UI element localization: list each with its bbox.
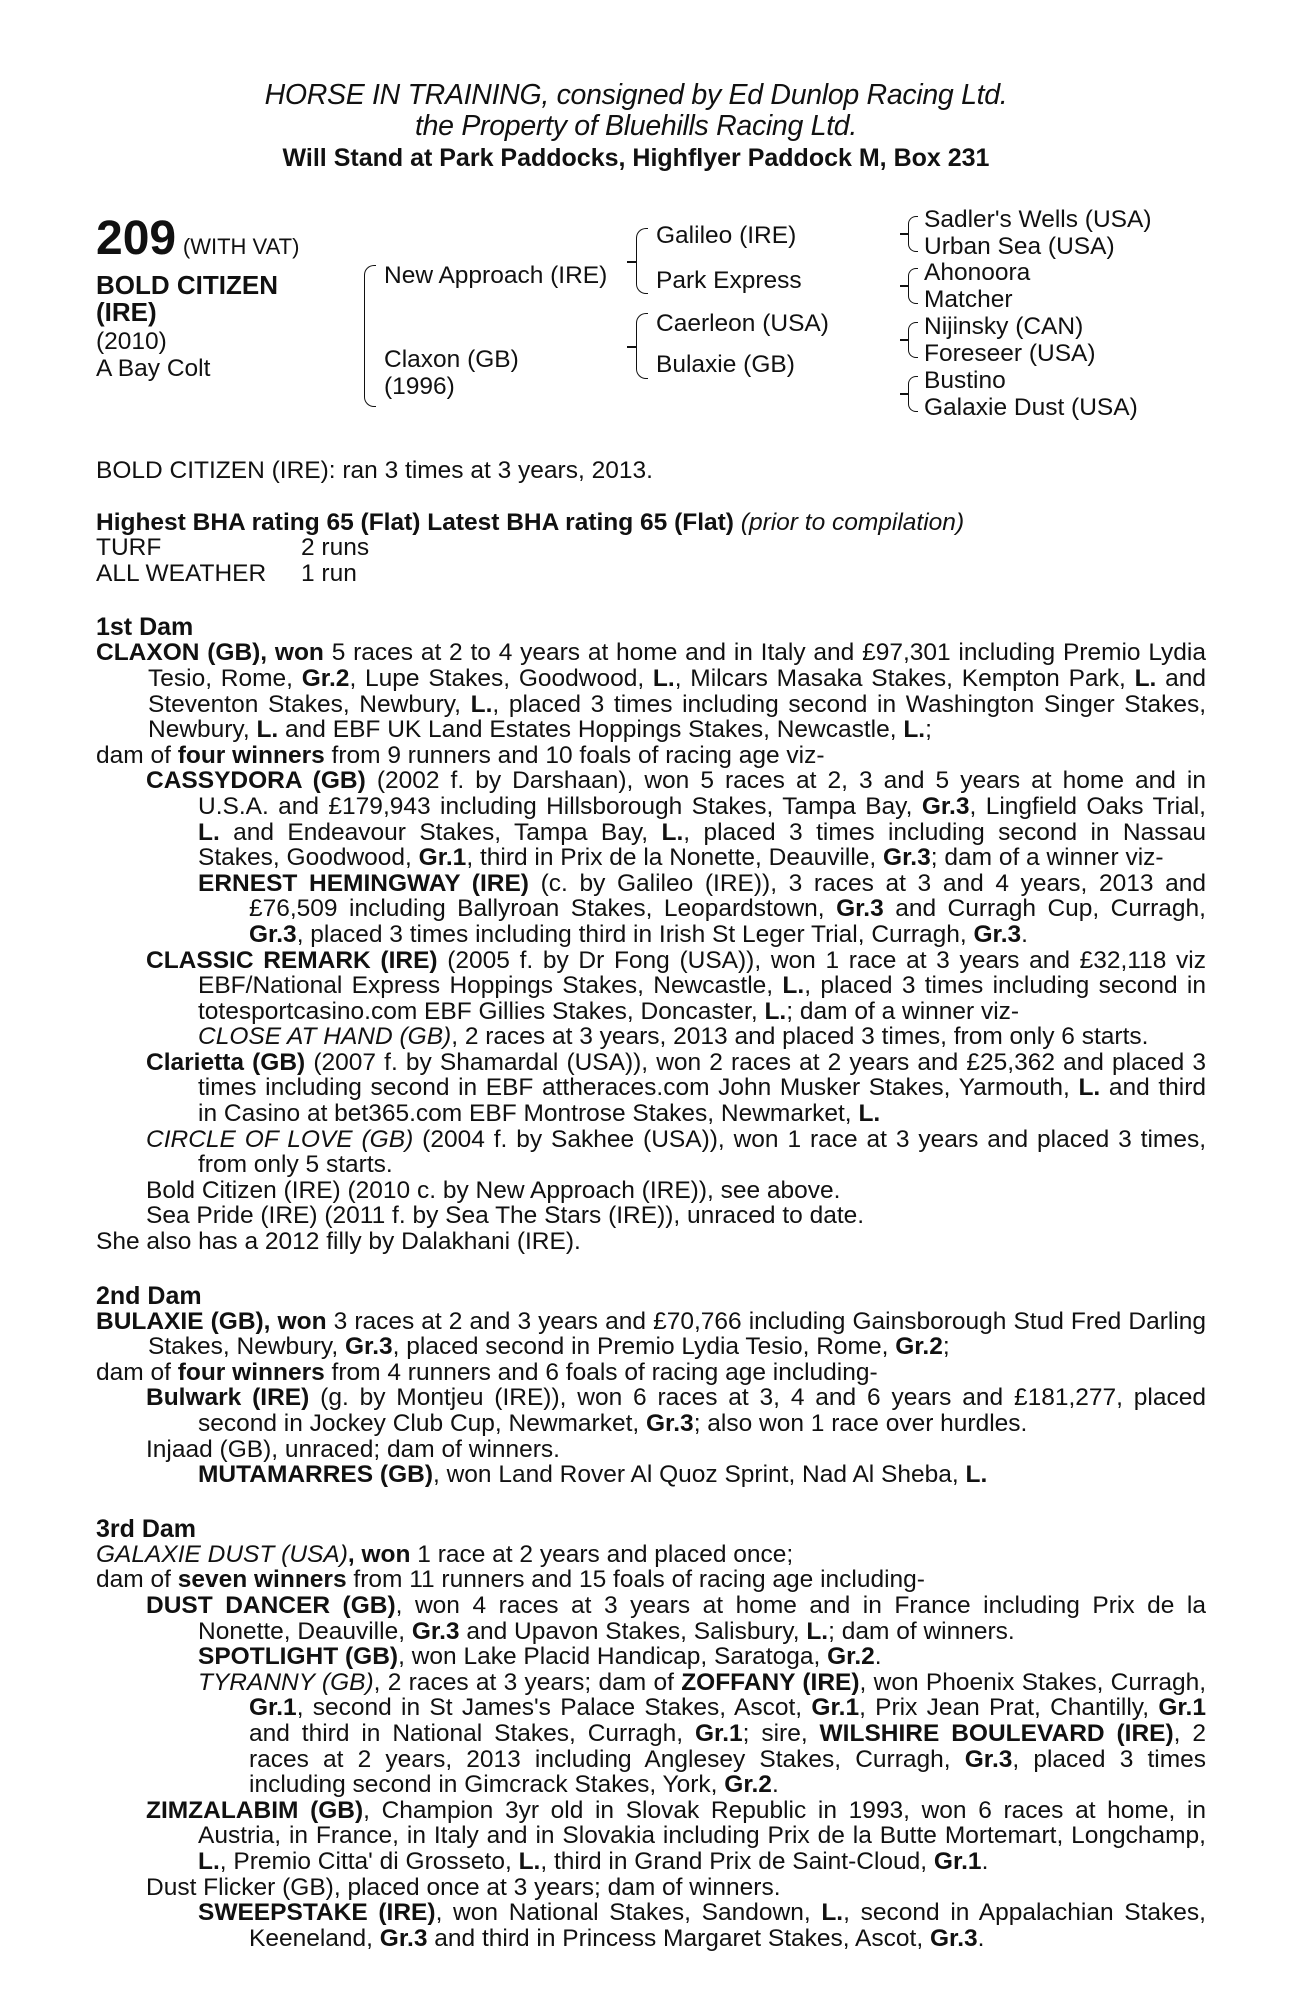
text-segment: TYRANNY (GB) bbox=[198, 1668, 374, 1696]
bold-citizen-entry: Bold Citizen (IRE) (2010 c. by New Approach (IRE)), see above. bbox=[146, 1176, 841, 1204]
text-segment: Gr.1 bbox=[249, 1694, 297, 1722]
dam2-dam-of: dam of four winners from 4 runners and 6 foals of racing age including- bbox=[96, 1358, 878, 1386]
text-segment: Gr.2 bbox=[301, 664, 350, 692]
text-segment: BULAXIE (GB), won bbox=[96, 1307, 327, 1335]
aw-label: ALL WEATHER bbox=[96, 559, 267, 587]
text-segment: , placed 3 times including second in Washington Singer Stakes, Newbury, bbox=[148, 690, 1207, 744]
text-segment: SWEEPSTAKE (IRE) bbox=[198, 1899, 436, 1927]
dam-year: (1996) bbox=[384, 373, 455, 400]
runs-table bbox=[96, 535, 1206, 586]
text-segment: CLOSE AT HAND (GB) bbox=[198, 1023, 452, 1051]
location-line: Will Stand at Park Paddocks, Highflyer Paddock M, Box 231 bbox=[282, 144, 990, 172]
second-dam-heading: 2nd Dam bbox=[96, 1281, 202, 1310]
cassydora-entry bbox=[96, 768, 1206, 870]
text-segment: Gr.3 bbox=[646, 1410, 694, 1437]
pedigree-bracket bbox=[627, 346, 636, 348]
sire-name: New Approach (IRE) bbox=[384, 262, 608, 289]
pedigree-bracket bbox=[900, 285, 909, 287]
text-segment: ; sire, bbox=[742, 1719, 820, 1747]
ancestor-g5: Nijinsky (CAN) bbox=[924, 313, 1084, 340]
ancestor-g8: Galaxie Dust (USA) bbox=[924, 394, 1138, 421]
text-segment: and Curragh Cup, Curragh, bbox=[883, 895, 1206, 923]
horse-name-line2: (IRE) bbox=[96, 297, 157, 327]
text-segment: and EBF UK Land Estates Hoppings Stakes, Newcastle, bbox=[278, 716, 904, 744]
spotlight-entry bbox=[96, 1644, 1206, 1670]
foaling-year: (2010) bbox=[96, 328, 167, 355]
text-segment: Gr.3 bbox=[836, 895, 884, 923]
text-segment: , placed 3 times including second in totesportcasino.com EBF Gillies Stakes, Doncaster, bbox=[198, 972, 1206, 1025]
text-segment: , Premio Citta' di Grosseto, bbox=[219, 1847, 519, 1875]
text-segment: L. bbox=[1134, 664, 1157, 692]
ancestor-g4: Matcher bbox=[924, 286, 1013, 313]
text-segment: Gr.3 bbox=[344, 1333, 393, 1361]
ancestor-g1: Sadler's Wells (USA) bbox=[924, 206, 1152, 233]
text-segment: , 2 races at 2 years, 2013 including Anglesey Stakes, Curragh, bbox=[249, 1719, 1206, 1773]
text-segment: (2002 f. by Darshaan), won 5 races at 2, 3 and 5 years at home and in U.S.A. and £179,943 including Hillsborough Stakes, Tampa Bay, bbox=[198, 767, 1206, 820]
text-segment: Gr.2 bbox=[724, 1771, 772, 1799]
text-segment: CASSYDORA (GB) bbox=[146, 767, 366, 795]
text-segment: Gr.1 bbox=[811, 1694, 860, 1722]
zimzalabim-entry bbox=[96, 1798, 1206, 1875]
text-segment: , Lupe Stakes, Goodwood, bbox=[349, 664, 653, 692]
text-segment: L. bbox=[470, 690, 493, 718]
text-segment: Gr.1 bbox=[1158, 1694, 1206, 1722]
lot-number: 209 bbox=[96, 212, 177, 265]
text-segment: , Milcars Masaka Stakes, Kempton Park, bbox=[674, 664, 1135, 692]
circle-of-love-text bbox=[146, 1126, 1206, 1179]
text-segment: Gr.3 bbox=[973, 920, 1022, 948]
lot-vat: (WITH VAT) bbox=[182, 234, 300, 259]
text-segment: , third in Grand Prix de Saint-Cloud, bbox=[540, 1847, 934, 1875]
bha-rating bbox=[96, 510, 1206, 536]
pedigree-bracket bbox=[636, 228, 648, 294]
text-segment: L. bbox=[782, 972, 805, 1000]
classic-remark-entry bbox=[96, 948, 1206, 1025]
first-dam-heading: 1st Dam bbox=[96, 613, 194, 642]
text-segment: , Champion 3yr old in Slovak Republic in 1993, won 6 races at home, in Austria, in France, in Italy and in Slovakia including Prix de la Butte Mortemart, Longchamp, bbox=[198, 1796, 1206, 1850]
bulaxie-text bbox=[96, 1308, 1206, 1361]
text-segment: L. bbox=[965, 1461, 988, 1489]
text-segment: (2005 f. by Dr Fong (USA)), won 1 race at 3 years and £32,118 viz EBF/National Express Hoppings Stakes, Newcastle, bbox=[198, 946, 1206, 1000]
text-segment: L. bbox=[821, 1899, 844, 1927]
text-segment: L. bbox=[903, 716, 926, 744]
pedigree-bracket bbox=[908, 268, 918, 304]
text-segment: Gr.1 bbox=[933, 1847, 982, 1875]
text-segment: and third in Princess Margaret Stakes, Ascot, bbox=[427, 1924, 930, 1952]
horse-description: A Bay Colt bbox=[96, 355, 211, 382]
text-segment: , second in Appalachian Stakes, Keeneland, bbox=[249, 1899, 1206, 1952]
pedigree-bracket bbox=[908, 322, 918, 358]
ancestor-g6: Foreseer (USA) bbox=[924, 340, 1096, 367]
text-segment: Clarietta (GB) bbox=[146, 1048, 306, 1076]
text-segment: MUTAMARRES (GB) bbox=[198, 1461, 433, 1489]
text-segment: ; dam of a winner viz- bbox=[930, 844, 1164, 872]
ancestor-g3: Ahonoora bbox=[924, 259, 1031, 286]
text-segment: L. bbox=[806, 1617, 829, 1645]
circle-of-love-entry bbox=[96, 1127, 1206, 1178]
ancestor-g7: Bustino bbox=[924, 367, 1006, 394]
text-segment: , placed 3 times including second in Gimcrack Stakes, York, bbox=[249, 1745, 1206, 1799]
text-segment: , second in St James's Palace Stakes, Ascot, bbox=[296, 1694, 812, 1722]
dam-sire: Caerleon (USA) bbox=[656, 310, 829, 337]
pedigree-bracket bbox=[908, 376, 918, 412]
ernest-entry bbox=[96, 871, 1206, 948]
text-segment: 3 races at 2 and 3 years and £70,766 including Gainsborough Stud Fred Darling Stakes, Newbury, bbox=[148, 1307, 1206, 1361]
text-segment: ; bbox=[942, 1333, 950, 1361]
text-segment: L. bbox=[652, 664, 675, 692]
text-segment: , 2 races at 3 years; dam of bbox=[373, 1668, 682, 1696]
pedigree-bracket bbox=[908, 216, 918, 252]
text-segment: , won Lake Placid Handicap, Saratoga, bbox=[398, 1643, 828, 1671]
text-segment: L. bbox=[198, 1847, 220, 1875]
text-segment: L. bbox=[661, 818, 684, 846]
text-segment: 5 races at 2 to 4 years at home and in Italy and £97,301 including Premio Lydia Tesio, Rome, bbox=[148, 639, 1206, 692]
text-segment: , Prix Jean Prat, Chantilly, bbox=[859, 1694, 1159, 1722]
text-segment: , placed second in Premio Lydia Tesio, Rome, bbox=[392, 1333, 896, 1361]
text-segment: ; also won 1 race over hurdles. bbox=[693, 1410, 1028, 1437]
text-segment: Gr.3 bbox=[379, 1924, 428, 1952]
race-summary: BOLD CITIZEN (IRE): ran 3 times at 3 years, 2013. bbox=[96, 457, 653, 484]
bulwark-text bbox=[146, 1384, 1206, 1437]
text-segment: . bbox=[771, 1771, 779, 1799]
catalogue-page bbox=[96, 80, 1206, 1951]
text-segment: Gr.2 bbox=[895, 1333, 943, 1361]
text-segment: , 2 races at 3 years, 2013 and placed 3 times, from only 6 starts. bbox=[451, 1023, 1149, 1051]
text-segment: L. bbox=[858, 1100, 881, 1128]
claxon-entry bbox=[96, 640, 1206, 742]
text-segment: , won Land Rover Al Quoz Sprint, Nad Al Sheba, bbox=[433, 1461, 966, 1489]
dam-name: Claxon (GB) bbox=[384, 346, 519, 373]
text-segment: (2004 f. by Sakhee (USA)), won 1 race at 3 years and placed 3 times, from only 5 starts. bbox=[198, 1125, 1207, 1179]
text-segment: , won National Stakes, Sandown, bbox=[435, 1899, 822, 1927]
text-segment: L. bbox=[256, 716, 279, 744]
dam3-dam-of: dam of seven winners from 11 runners and 15 foals of racing age including- bbox=[96, 1566, 925, 1594]
dust-dancer-entry bbox=[96, 1593, 1206, 1644]
text-segment: ; dam of winners. bbox=[828, 1617, 1015, 1645]
third-dam-heading: 3rd Dam bbox=[96, 1514, 197, 1543]
dam1-also: She also has a 2012 filly by Dalakhani (IRE). bbox=[96, 1228, 581, 1256]
dust-dancer-text bbox=[146, 1592, 1206, 1645]
text-segment: , won Phoenix Stakes, Curragh, bbox=[859, 1668, 1207, 1696]
text-segment: Gr.3 bbox=[964, 1745, 1013, 1773]
text-segment: Gr.3 bbox=[921, 792, 970, 820]
classic-remark-text bbox=[146, 947, 1206, 1025]
text-segment: L. bbox=[1078, 1074, 1101, 1102]
text-segment: Bulwark (IRE) bbox=[146, 1384, 310, 1412]
aw-value: 1 run bbox=[301, 559, 357, 587]
text-segment: DUST DANCER (GB) bbox=[146, 1591, 396, 1619]
pedigree-block bbox=[96, 206, 1206, 450]
cassydora-text bbox=[146, 767, 1206, 871]
text-segment: , won 4 races at 3 years at home and in France including Prix de la Nonette, Deauville, bbox=[198, 1591, 1207, 1645]
turf-label: TURF bbox=[96, 534, 162, 562]
text-segment: Gr.1 bbox=[418, 844, 467, 872]
text-segment: (g. by Montjeu (IRE)), won 6 races at 3, 4 and 6 years and £181,277, placed second in Jockey Club Cup, Newmarket, bbox=[198, 1384, 1206, 1437]
property-line: the Property of Bluehills Racing Ltd. bbox=[415, 110, 857, 142]
zimzalabim-text bbox=[146, 1797, 1206, 1875]
pedigree-bracket bbox=[364, 265, 376, 407]
text-segment: L. bbox=[764, 997, 787, 1025]
text-segment: CIRCLE OF LOVE (GB) bbox=[146, 1125, 414, 1153]
claxon-name: CLAXON (GB), won bbox=[96, 639, 324, 667]
text-segment: and Upavon Stakes, Salisbury, bbox=[459, 1617, 807, 1645]
text-segment: , placed 3 times including third in Irish St Leger Trial, Curragh, bbox=[296, 920, 974, 948]
text-segment: ; dam of a winner viz- bbox=[786, 997, 1020, 1025]
turf-value: 2 runs bbox=[301, 534, 370, 562]
text-segment: (c. by Galileo (IRE)), 3 races at 3 and 4 years, 2013 and £76,509 including Ballyroan Stakes, Leopardstown, bbox=[249, 869, 1207, 923]
pedigree-bracket bbox=[627, 261, 636, 263]
mutamarres-entry bbox=[96, 1462, 1206, 1488]
text-segment: . bbox=[1021, 920, 1028, 948]
pedigree-bracket bbox=[900, 233, 909, 235]
text-segment: ZIMZALABIM (GB) bbox=[146, 1796, 364, 1824]
clarietta-entry bbox=[96, 1050, 1206, 1127]
pedigree-bracket bbox=[900, 339, 909, 341]
text-segment: L. bbox=[198, 818, 220, 846]
sire-dam: Park Express bbox=[656, 267, 802, 294]
text-segment: and Endeavour Stakes, Tampa Bay, bbox=[219, 818, 662, 846]
text-segment: Gr.3 bbox=[249, 920, 297, 948]
sweepstake-text bbox=[198, 1899, 1206, 1952]
text-segment: , third in Prix de la Nonette, Deauville, bbox=[466, 844, 884, 872]
close-at-hand-entry bbox=[96, 1024, 1206, 1050]
consignor-line: HORSE IN TRAINING, consigned by Ed Dunlop Racing Ltd. bbox=[264, 79, 1008, 111]
dam1-dam-of: dam of four winners from 9 runners and 10 foals of racing age viz- bbox=[96, 741, 825, 769]
pedigree-bracket bbox=[636, 313, 648, 379]
text-segment: and third in Casino at bet365.com EBF Montrose Stakes, Newmarket, bbox=[198, 1074, 1206, 1128]
tyranny-entry bbox=[96, 1670, 1206, 1798]
text-segment: WILSHIRE BOULEVARD (IRE) bbox=[819, 1719, 1174, 1747]
text-segment: and third in National Stakes, Curragh, bbox=[249, 1719, 695, 1747]
text-segment: . bbox=[981, 1847, 989, 1875]
sea-pride-entry: Sea Pride (IRE) (2011 f. by Sea The Stars (IRE)), unraced to date. bbox=[146, 1202, 865, 1230]
ernest-text bbox=[198, 870, 1206, 948]
text-segment: ZOFFANY (IRE) bbox=[681, 1668, 860, 1696]
spotlight-text bbox=[198, 1643, 882, 1670]
text-segment: CLASSIC REMARK (IRE) bbox=[146, 946, 438, 974]
bulaxie-entry bbox=[96, 1309, 1206, 1360]
text-segment: , placed 3 times including second in Nassau Stakes, Goodwood, bbox=[198, 818, 1206, 872]
text-segment: ERNEST HEMINGWAY (IRE) bbox=[198, 869, 529, 897]
text-segment: Gr.1 bbox=[694, 1719, 743, 1747]
bha-rating-text: Highest BHA rating 65 (Flat) Latest BHA rating 65 (Flat) bbox=[96, 508, 734, 536]
galaxie-entry: GALAXIE DUST (USA), won 1 race at 2 years and placed once; bbox=[96, 1540, 794, 1568]
horse-name-line1: BOLD CITIZEN bbox=[96, 270, 278, 300]
text-segment: . bbox=[977, 1924, 985, 1952]
clarietta-text bbox=[146, 1049, 1206, 1127]
text-segment: and Steventon Stakes, Newbury, bbox=[148, 664, 1207, 718]
mutamarres-text bbox=[198, 1461, 987, 1488]
text-segment: Gr.3 bbox=[929, 1924, 978, 1952]
text-segment: . bbox=[874, 1643, 882, 1671]
text-segment: L. bbox=[518, 1847, 541, 1875]
text-segment: Gr.3 bbox=[411, 1617, 460, 1645]
injaad-entry: Injaad (GB), unraced; dam of winners. bbox=[146, 1435, 560, 1463]
dam-dam: Bulaxie (GB) bbox=[656, 351, 795, 378]
dust-flicker-entry: Dust Flicker (GB), placed once at 3 years; dam of winners. bbox=[146, 1873, 781, 1901]
ancestor-g2: Urban Sea (USA) bbox=[924, 233, 1115, 260]
close-at-hand-text bbox=[198, 1023, 1148, 1050]
sweepstake-entry bbox=[96, 1900, 1206, 1951]
text-segment: SPOTLIGHT (GB) bbox=[198, 1643, 399, 1671]
bha-rating-note: (prior to compilation) bbox=[740, 508, 965, 536]
text-segment: (2007 f. by Shamardal (USA)), won 2 races at 2 years and £25,362 and placed 3 times including second in EBF attheraces.com John Musker Stakes, Yarmouth, bbox=[198, 1048, 1206, 1102]
tyranny-text bbox=[198, 1669, 1206, 1798]
text-segment: , Lingfield Oaks Trial, bbox=[969, 792, 1206, 820]
text-segment: Gr.2 bbox=[827, 1643, 875, 1671]
bulwark-entry bbox=[96, 1385, 1206, 1436]
text-segment: ; bbox=[925, 716, 932, 744]
sire-sire: Galileo (IRE) bbox=[656, 222, 797, 249]
pedigree-bracket bbox=[900, 393, 909, 395]
text-segment: Gr.3 bbox=[883, 844, 931, 872]
